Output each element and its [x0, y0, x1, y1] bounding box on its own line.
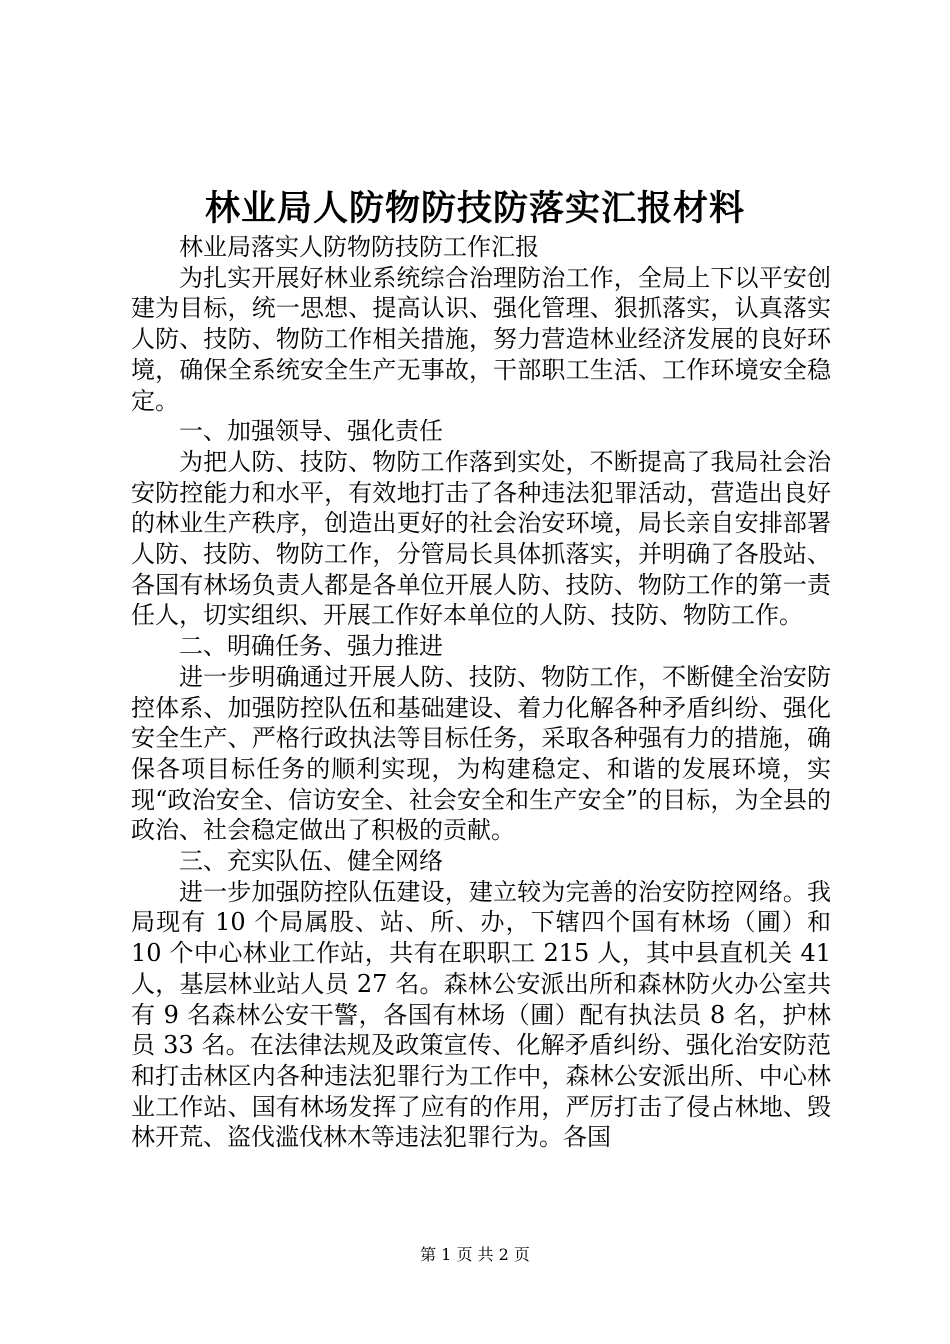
document-subtitle: 林业局落实人防物防技防工作汇报 — [179, 233, 539, 261]
page-footer: 第 1 页 共 2 页 — [420, 1245, 530, 1264]
section-heading-1: 一、加强领导、强化责任 — [179, 417, 443, 446]
section-paragraph-3: 进一步加强防控队伍建设，建立较为完善的治安防控网络。我局现有 10 个局属股、站、所、办，下辖四个国有林场（圃）和 10 个中心林业工作站，共有在职职工 215 人，其中县直机关 41 人，基层林业站人员 27 名。森林公安派出所和森林防火办公室共有 9 名森林公安干警，各国有林场（圃）配有执法员 8 名，护林员 33 名。在法律法规及政策宣传、化解矛盾纠纷、强化治安防范和打击林区内各种违法犯罪行为工作中，森林公安派出所、中心林业工作站、国有林场发挥了应有的作用，严厉打击了侵占林地、毁林开荒、盗伐滥伐林木等违法犯罪行为。各国 — [131, 877, 831, 1152]
section-heading-2: 二、明确任务、强力推进 — [179, 632, 443, 661]
section-paragraph-2: 进一步明确通过开展人防、技防、物防工作，不断健全治安防控体系、加强防控队伍和基础建设、着力化解各种矛盾纠纷、强化安全生产、严格行政执法等目标任务，采取各种强有力的措施，确保各项目标任务的顺利实现，为构建稳定、和谐的发展环境，实现“政治安全、信访安全、社会安全和生产安全”的目标，为全县的政治、社会稳定做出了积极的贡献。 — [131, 662, 831, 845]
document-body — [131, 232, 831, 1153]
section-heading-3: 三、充实队伍、健全网络 — [179, 847, 443, 876]
section-paragraph-1: 为把人防、技防、物防工作落到实处，不断提高了我局社会治安防控能力和水平，有效地打击了各种违法犯罪活动，营造出良好的林业生产秩序，创造出更好的社会治安环境，局长亲自安排部署人防、技防、物防工作，分管局长具体抓落实，并明确了各股站、各国有林场负责人都是各单位开展人防、技防、物防工作的第一责任人，切实组织、开展工作好本单位的人防、技防、物防工作。 — [131, 447, 831, 630]
intro-paragraph: 为扎实开展好林业系统综合治理防治工作，全局上下以平安创建为目标，统一思想、提高认识、强化管理、狠抓落实，认真落实人防、技防、物防工作相关措施，努力营造林业经济发展的良好环境，确保全系统安全生产无事故，干部职工生活、工作环境安全稳定。 — [131, 263, 831, 415]
document-title: 林业局人防物防技防落实汇报材料 — [204, 188, 745, 229]
